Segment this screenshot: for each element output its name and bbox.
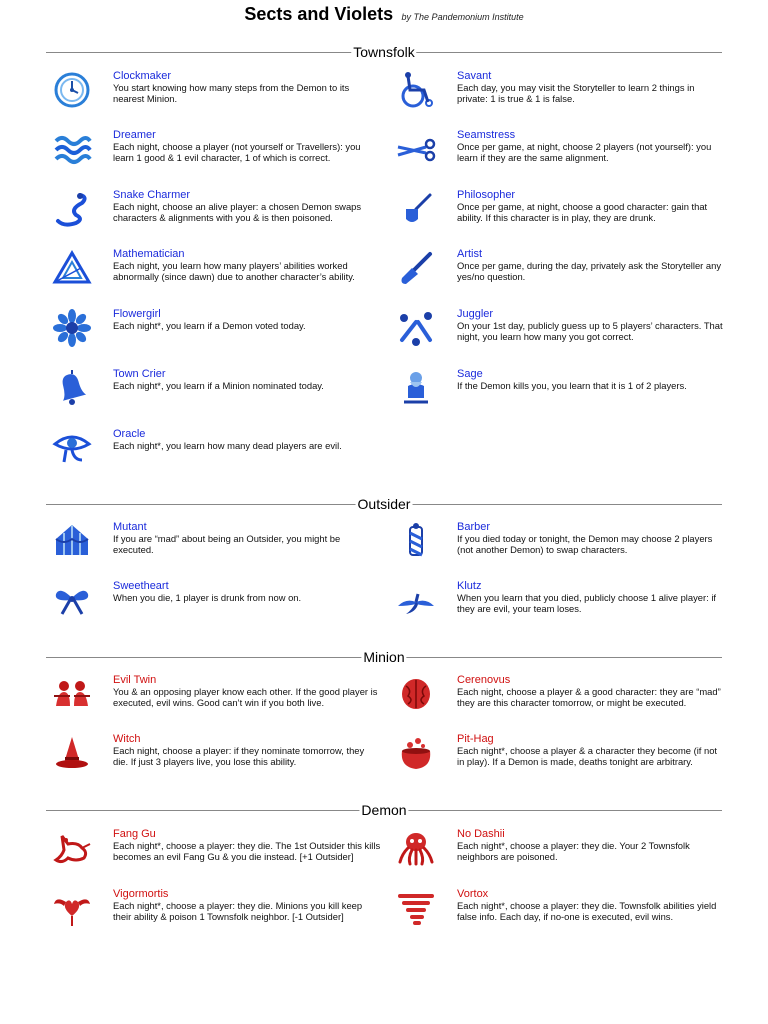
eye-icon [52, 428, 92, 468]
octopus-icon [396, 828, 436, 868]
bow-icon [52, 580, 92, 620]
witch-hat-icon [52, 733, 92, 773]
role-name: Philosopher [457, 189, 516, 201]
role-ability: Once per game, during the day, privately ask the Storyteller any yes/no question. [457, 260, 722, 283]
sage-icon [396, 368, 436, 408]
role-name: Seamstress [457, 129, 516, 141]
role-name: Evil Twin [113, 674, 157, 686]
role-dreamer [113, 129, 381, 164]
role-cerenovus [457, 674, 725, 709]
waves-icon [52, 129, 92, 169]
section-minion [46, 649, 722, 663]
byline: by The Pandemonium Institute [401, 12, 524, 22]
role-ability: If the Demon kills you, you learn that it is 1 of 2 players. [457, 380, 687, 391]
vortex-icon [396, 888, 436, 928]
role-ability: Each night*, choose a player: they die. Your 2 Townsfolk neighbors are poisoned. [457, 840, 690, 863]
role-name: Oracle [113, 428, 146, 440]
role-no-dashii [457, 828, 725, 863]
role-ability: On your 1st day, publicly guess up to 5 players’ characters. That night, you learn how many you got correct. [457, 320, 723, 343]
section-title-demon: Demon [361, 802, 407, 818]
page-header [0, 4, 768, 25]
section-townsfolk [46, 44, 722, 58]
brain-icon [396, 674, 436, 714]
role-ability: If you are “mad” about being an Outsider, you might be executed. [113, 533, 341, 556]
section-title-minion: Minion [363, 649, 405, 665]
role-name: Flowergirl [113, 308, 161, 320]
role-ability: Each night*, you learn how many dead players are evil. [113, 440, 342, 451]
role-clockmaker [113, 70, 381, 105]
role-name: No Dashii [457, 828, 505, 840]
role-philosopher [457, 189, 725, 224]
role-ability: Each night*, choose a player & a character they become (if not in play). If a Demon is made, deaths tonight are arbitrary. [457, 745, 718, 768]
role-klutz [457, 580, 725, 615]
role-ability: When you learn that you died, publicly choose 1 alive player: if they are evil, your team loses. [457, 592, 717, 615]
clock-icon [52, 70, 92, 110]
role-ability: Each night, choose a player: if they nominate tomorrow, they die. If just 3 players live, you lose this ability. [113, 745, 365, 768]
role-name: Town Crier [113, 368, 166, 380]
role-sweetheart [113, 580, 381, 603]
role-ability: When you die, 1 player is drunk from now on. [113, 592, 302, 603]
role-ability: Each night*, choose a player: they die. Minions you kill keep their ability & poison 1 Townsfolk neighbor. [-1 Outsider] [113, 900, 363, 923]
role-name: Vortox [457, 888, 489, 900]
role-name: Barber [457, 521, 491, 533]
section-demon [46, 802, 722, 816]
snake-icon [52, 189, 92, 229]
role-evil-twin [113, 674, 381, 709]
role-vortox [457, 888, 725, 923]
role-ability: You start knowing how many steps from the Demon to its nearest Minion. [113, 82, 350, 105]
role-name: Cerenovus [457, 674, 511, 686]
role-flowergirl [113, 308, 381, 331]
section-title-townsfolk: Townsfolk [353, 44, 415, 60]
role-ability: Each day, you may visit the Storyteller to learn 2 things in private: 1 is true & 1 is false. [457, 82, 695, 105]
twins-icon [52, 674, 92, 714]
section-title-outsider: Outsider [357, 496, 411, 512]
role-barber [457, 521, 725, 556]
page-title: Sects and Violets [244, 4, 394, 24]
role-juggler [457, 308, 725, 343]
bell-icon [52, 368, 92, 408]
role-witch [113, 733, 381, 768]
role-ability: You & an opposing player know each other. If the good player is executed, evil wins. Good can’t win if you both live. [113, 686, 378, 709]
role-name: Artist [457, 248, 483, 260]
fox-icon [52, 828, 92, 868]
role-name: Snake Charmer [113, 189, 191, 201]
role-name: Sweetheart [113, 580, 169, 592]
role-name: Klutz [457, 580, 482, 592]
role-ability: Once per game, at night, choose a good character: gain that ability. If this character is in play, they are drunk. [457, 201, 708, 224]
role-name: Dreamer [113, 129, 156, 141]
pipe-icon [396, 189, 436, 229]
winged-heart-icon [52, 888, 92, 928]
role-name: Savant [457, 70, 492, 82]
role-artist [457, 248, 725, 283]
role-town-crier [113, 368, 381, 391]
role-ability: Once per game, at night, choose 2 players (not yourself): you learn if they are the same alignment. [457, 141, 712, 164]
role-ability: If you died today or tonight, the Demon may choose 2 players (not another Demon) to swap characters. [457, 533, 713, 556]
role-ability: Each night*, you learn if a Demon voted today. [113, 320, 306, 331]
role-fang-gu [113, 828, 381, 863]
role-name: Fang Gu [113, 828, 156, 840]
role-mathematician [113, 248, 381, 283]
role-sage [457, 368, 725, 391]
role-name: Vigormortis [113, 888, 169, 900]
role-pit-hag [457, 733, 725, 768]
flower-icon [52, 308, 92, 348]
role-ability: Each night*, choose a player: they die. Townsfolk abilities yield false info. Each day, if no-one is executed, evil wins. [457, 900, 717, 923]
role-name: Mathematician [113, 248, 185, 260]
role-ability: Each night, choose a player & a good character: they are “mad” they are this character tomorrow, or might be executed. [457, 686, 721, 709]
role-name: Pit-Hag [457, 733, 494, 745]
role-name: Juggler [457, 308, 494, 320]
barber-pole-icon [396, 521, 436, 561]
role-name: Witch [113, 733, 141, 745]
juggling-pins-icon [396, 308, 436, 348]
role-name: Mutant [113, 521, 147, 533]
paintbrush-icon [396, 248, 436, 288]
role-ability: Each night, choose an alive player: a chosen Demon swaps characters & alignments with you & is then poisoned. [113, 201, 362, 224]
role-ability: Each night, you learn how many players’ abilities worked abnormally (since dawn) due to another character’s ability. [113, 260, 355, 283]
role-ability: Each night*, you learn if a Minion nominated today. [113, 380, 324, 391]
role-ability: Each night, choose a player (not yourself or Travellers): you learn 1 good & 1 evil character, 1 of which is correct. [113, 141, 361, 164]
role-name: Sage [457, 368, 483, 380]
role-savant [457, 70, 725, 105]
role-seamstress [457, 129, 725, 164]
banana-peel-icon [396, 580, 436, 620]
section-outsider [46, 496, 722, 510]
cauldron-icon [396, 733, 436, 773]
role-name: Clockmaker [113, 70, 172, 82]
role-ability: Each night*, choose a player: they die. The 1st Outsider this kills becomes an evil Fang Gu & you die instead. [+1 Outsider] [113, 840, 381, 863]
tent-icon [52, 521, 92, 561]
role-snake-charmer [113, 189, 381, 224]
scissors-icon [396, 129, 436, 169]
role-oracle [113, 428, 381, 451]
role-vigormortis [113, 888, 381, 923]
wheelchair-icon [396, 70, 436, 110]
triangle-icon [52, 248, 92, 288]
role-mutant [113, 521, 381, 556]
